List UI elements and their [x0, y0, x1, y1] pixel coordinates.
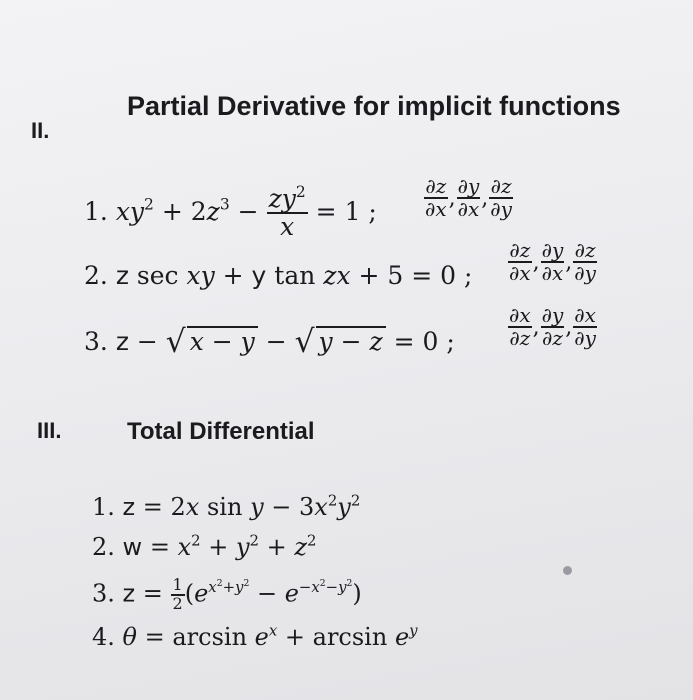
problem-equation: 1. z = 2x $\sin y - 3x^2y^2$	[92, 491, 361, 521]
problem-equation: 4. $\theta = \arcsin e^x + \arcsin e^y$	[92, 621, 418, 651]
problem-label: 1.	[84, 196, 108, 226]
problem-equation: 3. z − √ x − y − √ y − z = 0 ;	[84, 324, 455, 360]
problem-equation: 2. z sec xy + y tan zx + 5 = 0 ;	[84, 261, 473, 290]
problem-equation: 3. z = $\frac{1}{2}$ $(e^{x^2+y^2} - e^{-x^2-y^2})$	[92, 575, 362, 613]
problem-label: 3.	[92, 579, 115, 608]
problem-label: 2.	[84, 261, 108, 290]
problem-label: 1.	[92, 493, 115, 521]
problem-label: 3.	[84, 327, 108, 356]
problem-label: 2.	[92, 533, 115, 561]
derivative-targets: $\frac{\partial z}{\partial x}$ , $\frac{\partial y}{\partial x}$ , $\frac{\partial z}{\partial y}$	[425, 174, 512, 221]
section-title: Partial Derivative for implicit functions	[127, 91, 621, 121]
problem-label: 4.	[92, 623, 115, 651]
fraction: $\frac{1}{2}$	[172, 575, 183, 613]
derivative-targets: $\frac{\partial z}{\partial x}$ , $\frac{\partial y}{\partial x}$ , $\frac{\partial z}{\partial y}$	[509, 238, 596, 285]
problem-equation: 1. $xy^2 + 2z^3$ − $\frac{zy^2}{x}$ = 1 ;	[84, 182, 377, 242]
section-title: Total Differential	[127, 418, 315, 445]
pen-mark	[563, 566, 572, 575]
derivative-targets: $\frac{\partial x}{\partial z}$ , $\frac{\partial y}{\partial z}$ , $\frac{\partial x}{\partial y}$	[509, 303, 596, 350]
problem-equation: 2. $w = x^2 + y^2 + z^2$	[92, 531, 317, 561]
section-number: III.	[37, 418, 62, 443]
fraction: $\frac{zy^2}{x}$	[268, 182, 306, 242]
section-number: II.	[31, 118, 50, 143]
